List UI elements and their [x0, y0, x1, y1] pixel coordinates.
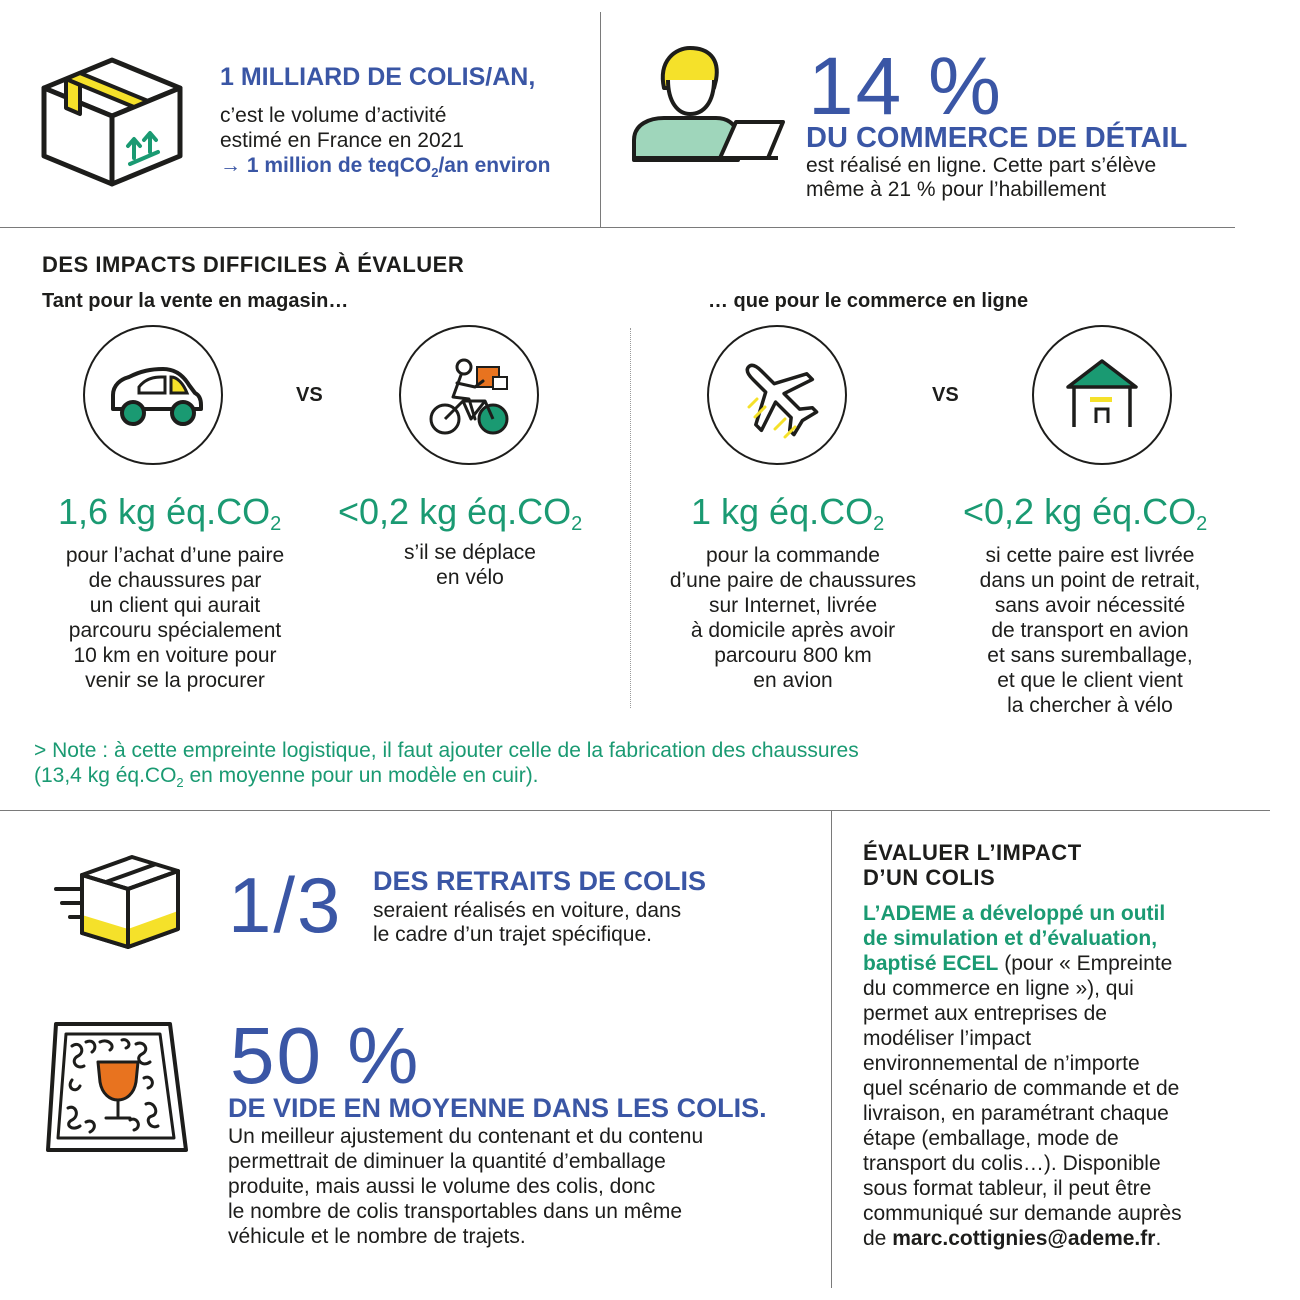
ecel-line: quel scénario de commande et de	[863, 1077, 1180, 1100]
vide-line: le nombre de colis transportables dans un même	[228, 1200, 683, 1223]
vide-headline: DE VIDE EN MOYENNE DANS LES COLIS.	[228, 1093, 767, 1123]
ecel-title	[863, 840, 1082, 890]
desc-line: dans un point de retrait,	[979, 569, 1201, 592]
impact-desc-pickup	[950, 543, 1230, 718]
vide-percent: 50 %	[230, 1011, 421, 1100]
impact-desc-bike	[370, 540, 570, 590]
bike-delivery-icon	[401, 327, 537, 463]
desc-line: sur Internet, livrée	[708, 594, 878, 617]
desc-line: de chaussures par	[88, 569, 262, 592]
fragile-packing-icon	[46, 1020, 191, 1160]
top-divider-horizontal	[0, 227, 1235, 228]
ecel-line: transport du colis…). Disponible	[863, 1152, 1161, 1175]
ecel-line: sous format tableur, il peut être	[863, 1177, 1152, 1200]
desc-line: parcouru 800 km	[714, 644, 872, 667]
note-line1: > Note : à cette empreinte logistique, il faut ajouter celle de la fabrication des chaussures	[34, 739, 859, 762]
ecel-line: communiqué sur demande auprès	[863, 1202, 1182, 1225]
retraits-fraction: 1/3	[228, 861, 343, 949]
desc-line: la chercher à vélo	[1007, 694, 1173, 717]
retraits-headline: DES RETRAITS DE COLIS	[373, 866, 707, 896]
vide-line: produite, mais aussi le volume des colis, donc	[228, 1175, 656, 1198]
parcel-box-icon	[38, 48, 183, 190]
impact-desc-car	[30, 543, 320, 693]
ecommerce-percent: 14 %	[808, 41, 1003, 132]
pickup-circle	[1032, 325, 1172, 465]
ecel-line: permet aux entreprises de	[863, 1002, 1107, 1025]
desc-line: pour l’achat d’une paire	[65, 544, 285, 567]
ecommerce-headline: DU COMMERCE DE DÉTAIL	[806, 122, 1188, 154]
retraits-line1: seraient réalisés en voiture, dans	[373, 899, 682, 922]
co2-value-car: 1,6 kg $éq.CO_2$	[58, 491, 282, 535]
retraits-line2: le cadre d’un trajet spécifique.	[373, 923, 652, 946]
ecel-line: du commerce en ligne »), qui	[863, 977, 1134, 1000]
desc-line: et sans suremballage,	[987, 644, 1193, 667]
vs-right: VS	[932, 384, 959, 406]
desc-line: en avion	[753, 669, 833, 692]
pickup-point-icon	[1034, 327, 1170, 463]
desc-line: un client qui aurait	[89, 594, 261, 617]
ecel-title-line1: ÉVALUER L’IMPACT	[863, 840, 1082, 865]
colis-headline: 1 MILLIARD DE COLIS/AN,	[220, 63, 536, 91]
ecel-line: étape (emballage, mode de	[863, 1127, 1119, 1150]
vide-line: Un meilleur ajustement du contenant et du contenu	[228, 1125, 704, 1148]
desc-line: si cette paire est livrée	[985, 544, 1195, 567]
co2-value-plane: 1 kg $éq.CO_2$	[691, 491, 885, 535]
middle-divider-horizontal	[0, 810, 1270, 811]
desc-line: à domicile après avoir	[690, 619, 896, 642]
desc-line: 10 km en voiture pour	[73, 644, 277, 667]
vs-left: VS	[296, 384, 323, 406]
top-divider-vertical	[600, 12, 601, 227]
desc-line: venir se la procurer	[85, 669, 265, 692]
ecel-body	[863, 901, 1283, 1251]
desc-line: en vélo	[436, 566, 504, 589]
speeding-parcel-icon	[52, 853, 182, 953]
ecel-green-line: de simulation et d’évaluation,	[863, 927, 1158, 950]
desc-line: pour la commande	[706, 544, 880, 567]
colis-line1: c’est le volume d’activité	[220, 104, 447, 127]
ecel-line: environnemental de n’importe	[863, 1052, 1140, 1075]
airplane-icon	[709, 327, 845, 463]
desc-line: sans avoir nécessité	[994, 594, 1186, 617]
impact-desc-plane	[648, 543, 938, 693]
colis-co2-line: → 1 million de teqCO$_2$/an environ	[220, 154, 551, 181]
plane-circle	[707, 325, 847, 465]
ecel-line: modéliser l’impact	[863, 1027, 1032, 1050]
impacts-dotted-divider	[630, 328, 631, 708]
impacts-right-subtitle: … que pour le commerce en ligne	[708, 290, 1029, 312]
contact-email-link[interactable]: marc.cottignies@ademe.fr	[892, 1227, 1156, 1250]
ecel-green-line: L’ADEME a développé un outil	[863, 902, 1166, 925]
note-line2: (13,4 kg $éq.CO_2$ en moyenne pour un modèle en cuir).	[34, 764, 539, 791]
person-laptop-icon	[628, 40, 788, 175]
ecel-mixed-line: baptisé ECEL (pour « Empreinte	[863, 952, 1173, 975]
desc-line: s’il se déplace	[404, 541, 536, 564]
impacts-title: DES IMPACTS DIFFICILES À ÉVALUER	[42, 252, 465, 277]
ecel-title-line2: D’UN COLIS	[863, 865, 996, 890]
colis-line2: estimé en France en 2021	[220, 129, 464, 152]
co2-value-pickup: <0,2 kg $éq.CO_2$	[963, 491, 1208, 535]
desc-line: d’une paire de chaussures	[669, 569, 917, 592]
co2-value-bike: <0,2 kg $éq.CO_2$	[338, 491, 583, 535]
bottom-divider-vertical	[831, 810, 832, 1288]
vide-line: véhicule et le nombre de trajets.	[228, 1225, 526, 1248]
car-circle	[83, 325, 223, 465]
ecel-contact-line: de marc.cottignies@ademe.fr.	[863, 1227, 1162, 1250]
desc-line: de transport en avion	[991, 619, 1189, 642]
ecommerce-line2: même à 21 % pour l’habillement	[806, 178, 1106, 201]
ecel-line: livraison, en paramétrant chaque	[863, 1102, 1169, 1125]
ecommerce-line1: est réalisé en ligne. Cette part s’élève	[806, 154, 1157, 177]
bike-circle	[399, 325, 539, 465]
vide-line: permettrait de diminuer la quantité d’emballage	[228, 1150, 666, 1173]
manufacturing-note	[34, 738, 1034, 795]
vide-description	[228, 1124, 818, 1249]
impacts-left-subtitle: Tant pour la vente en magasin…	[42, 290, 349, 312]
desc-line: parcouru spécialement	[68, 619, 282, 642]
desc-line: et que le client vient	[997, 669, 1183, 692]
car-icon	[85, 327, 221, 463]
